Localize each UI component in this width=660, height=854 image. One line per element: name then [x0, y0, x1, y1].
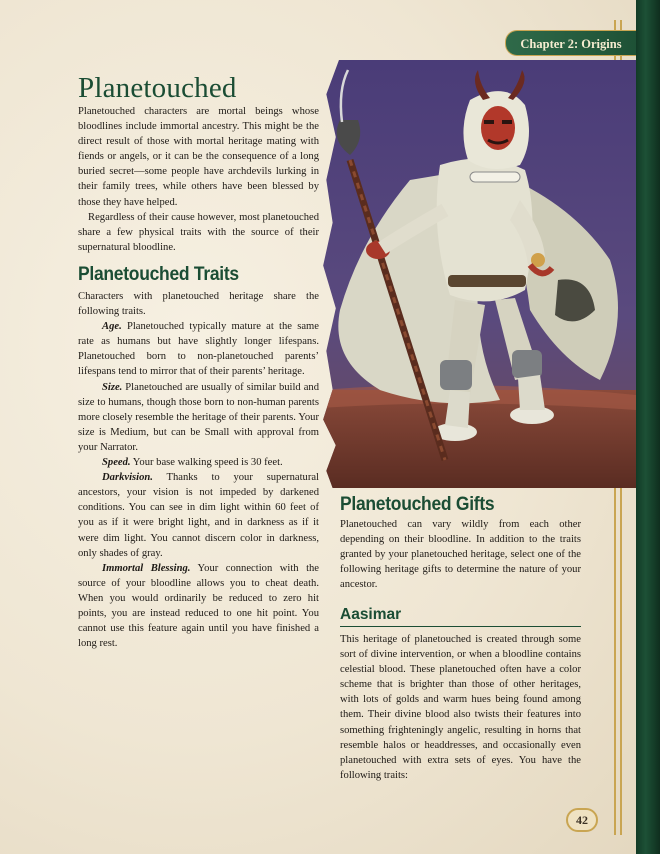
traits-lead: Characters with planetouched heritage share the following traits. [78, 291, 319, 318]
aasimar-heading: Aasimar [340, 606, 402, 623]
page-title: Planetouched [78, 72, 237, 104]
gifts-text [340, 517, 581, 592]
intro-paragraph: Planetouched characters are mortal beings whose bloodlines include immortal ancestry. This might be the direct result of those with mortal heritage mating with fiends or angels, or it can be the consequence of a long buried secret—some people have archdevils lurking in their family trees, while others have been blessed by those they have helped. [78, 106, 319, 208]
trait-term: Immortal Blessing. [102, 562, 191, 574]
trait-immortal-blessing [78, 561, 319, 652]
trait-size [78, 380, 319, 455]
gifts-paragraph: Planetouched can vary wildly from each other depending on their bloodline. In addition to the traits granted by your planetouched heritage, select one of the following heritage gifts to determine the nature of your ancestor. [340, 519, 581, 591]
trait-desc: Thanks to your supernatural ancestors, your vision is not impeded by darkened conditions. You can see in dim light within 60 feet of you as if it were bright light, and in darkness as if it were dim light. You cannot discern color in darkness, only shades of gray. [78, 472, 319, 559]
aasimar-paragraph: This heritage of planetouched is created through some sort of divine intervention, or when a bloodline contains celestial blood. These planetouched often have a color scheme that is brighter than those of other heritages, with lots of golds and warm hues being found among them. Their divine blood also twists their features into something frighteningly angelic, resulting in horns that resemble halos or headdresses, and occasionally even planetouched with extra sets of eyes. You have the following traits: [340, 634, 581, 781]
heading-rule [340, 626, 581, 627]
page-number: 42 [566, 808, 598, 832]
trait-age [78, 319, 319, 379]
trait-term: Age. [102, 321, 122, 333]
chapter-banner: Chapter 2: Origins [505, 30, 636, 56]
trait-desc: Planetouched are usually of similar build and size to humans, though those born to non-human parents more closely resemble the heritage of their parents. Your size is Medium, but can be Small with approval from your Narrator. [78, 381, 319, 453]
gifts-heading: Planetouched Gifts [340, 494, 495, 515]
trait-term: Speed. [102, 457, 131, 469]
planetouched-illustration [320, 60, 636, 488]
traits-heading: Planetouched Traits [78, 264, 239, 285]
intro-text [78, 104, 319, 255]
trait-term: Darkvision. [102, 472, 153, 484]
trait-desc: Your connection with the source of your bloodline allows you to cheat death. When you would ordinarily be reduced to zero hit points, you are instead reduced to one hit point. You cannot use this feature again until you have finished a long rest. [78, 562, 320, 650]
aasimar-text [340, 632, 581, 783]
trait-desc: Your base walking speed is 30 feet. [130, 457, 283, 469]
trait-term: Size. [102, 381, 123, 393]
trait-darkvision [78, 470, 319, 561]
traits-text [78, 289, 319, 651]
book-spine [636, 0, 660, 854]
trait-desc: Planetouched typically mature at the same rate as humans but have slightly longer lifespans. Planetouched born to non-planetouched parents’ lifespans tend to mirror that of their parents’ heritage. [78, 321, 319, 378]
trait-speed [78, 455, 319, 470]
intro-paragraph: Regardless of their cause however, most planetouched share a few physical traits with the source of their supernatural bloodline. [78, 211, 319, 253]
